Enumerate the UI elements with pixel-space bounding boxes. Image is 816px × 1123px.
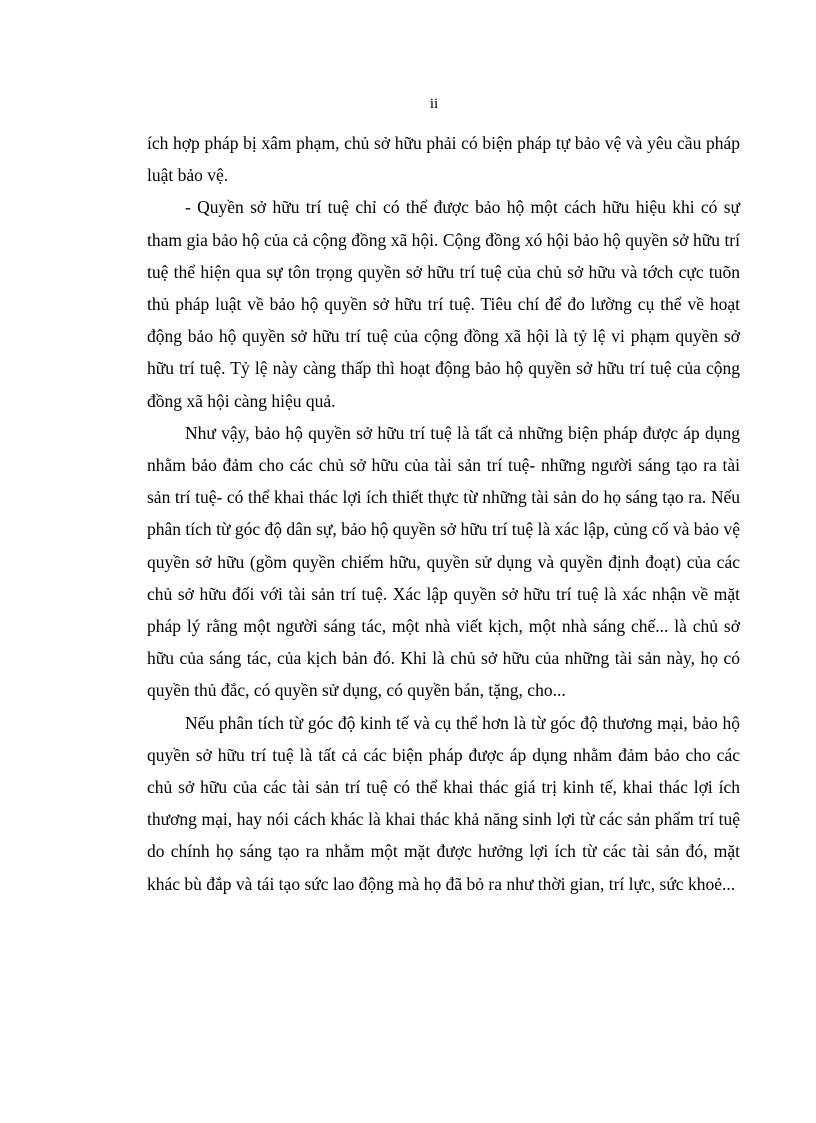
paragraph-community-protection: - Quyền sở hữu trí tuệ chỉ có thể được bảo hộ một cách hữu hiệu khi có sự tham gia bảo hộ của cả cộng đồng xã hội. Cộng đồng xó hội bảo hộ quyền sở hữu trí tuệ thể hiện qua sự tôn trọng quyền sở hữu trí tuệ của chủ sở hữu và tớch cực tuõn thủ pháp luật về bảo hộ quyền sở hữu trí tuệ. Tiêu chí để đo lường cụ thể về hoạt động bảo hộ quyền sở hữu trí tuệ của cộng đồng xã hội là tỷ lệ vi phạm quyền sở hữu trí tuệ. Tỷ lệ này càng thấp thì hoạt động bảo hộ quyền sở hữu trí tuệ của cộng đồng xã hội càng hiệu quả. xyxy=(147,197,740,411)
paragraph-civil-perspective: Như vậy, bảo hộ quyền sở hữu trí tuệ là tất cả những biện pháp được áp dụng nhằm bảo đảm cho các chủ sở hữu của tài sản trí tuệ- những người sáng tạo ra tài sản trí tuệ- có thể khai thác lợi ích thiết thực từ những tài sản do họ sáng tạo ra. Nếu phân tích từ góc độ dân sự, bảo hộ quyền sở hữu trí tuệ là xác lập, củng cố và bảo vệ quyền sở hữu (gồm quyền chiếm hữu, quyền sử dụng và quyền định đoạt) của các chủ sở hữu đối với tài sản trí tuệ. Xác lập quyền sở hữu trí tuệ là xác nhận về mặt pháp lý rằng một người sáng tác, một nhà viết kịch, một nhà sáng chế... là chủ sở hữu của sáng tác, của kịch bản đó. Khi là chủ sở hữu của những tài sản này, họ có quyền thủ đắc, có quyền sử dụng, có quyền bán, tặng, cho... xyxy=(147,422,740,701)
paragraph-economic-perspective: Nếu phân tích từ góc độ kinh tế và cụ thể hơn là từ góc độ thương mại, bảo hộ quyền sở hữu trí tuệ là tất cả các biện pháp được áp dụng nhằm đảm bảo cho các chủ sở hữu của các tài sản trí tuệ có thể khai thác giá trị kinh tế, khai thác lợi ích thương mại, hay nói cách khác là khai thác khả năng sinh lợi từ các sản phẩm trí tuệ do chính họ sáng tạo ra nhằm một mặt được hưởng lợi ích từ các tài sản đó, mặt khác bù đắp và tái tạo sức lao động mà họ đã bỏ ra như thời gian, trí lực, sức khoẻ... xyxy=(147,712,740,894)
paragraph-continuation: ích hợp pháp bị xâm phạm, chủ sở hữu phải có biện pháp tự bảo vệ và yêu cầu pháp luật bảo vệ. xyxy=(147,133,740,186)
page-number: ii xyxy=(429,96,439,112)
document-body xyxy=(147,127,740,900)
